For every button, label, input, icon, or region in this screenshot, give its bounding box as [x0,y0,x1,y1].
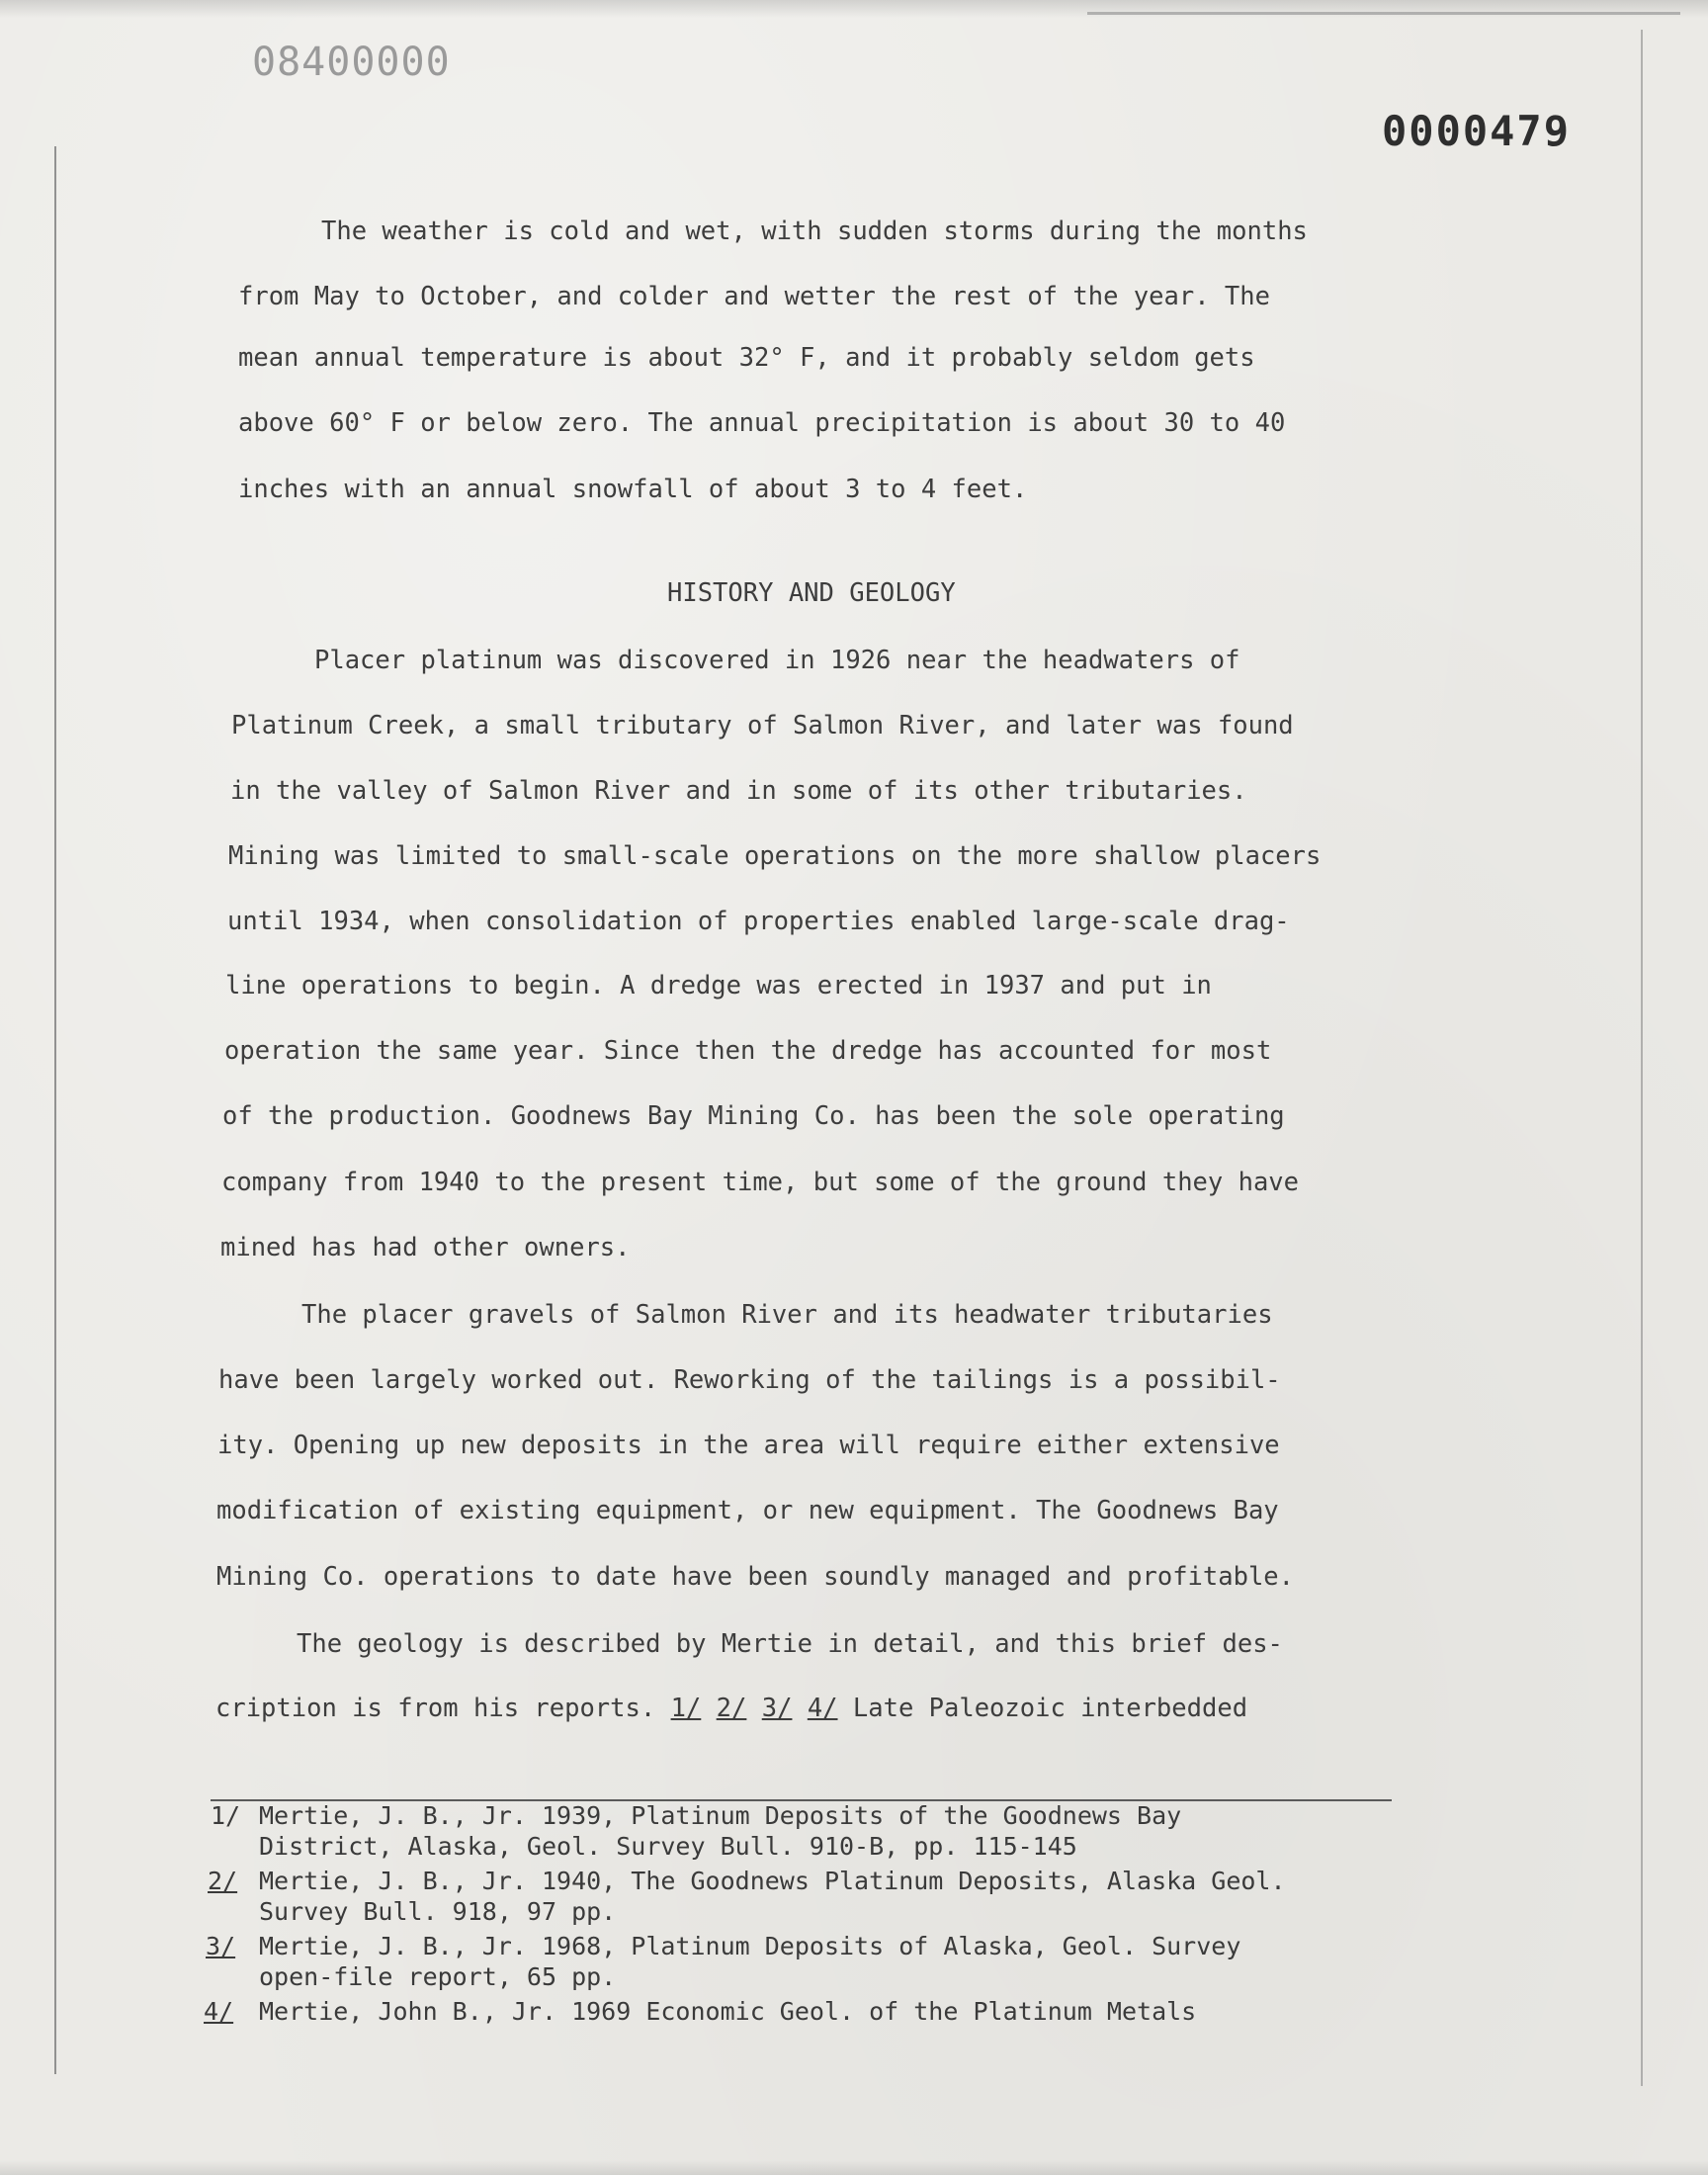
paragraph-2-line: company from 1940 to the present time, but some of the ground they have [221,1168,1300,1197]
footnote-line: Mertie, J. B., Jr. 1968, Platinum Deposits of Alaska, Geol. Survey [259,1932,1241,1960]
footnote-line: Mertie, John B., Jr. 1969 Economic Geol. of the Platinum Metals [259,1997,1197,2026]
scan-left-border [54,146,56,2074]
paragraph-1-line: The weather is cold and wet, with sudden storms during the months [321,217,1308,246]
paragraph-4-line: The geology is described by Mertie in detail, and this brief des- [297,1629,1283,1659]
paragraph-2-line: of the production. Goodnews Bay Mining Co. has been the sole operating [222,1101,1285,1131]
footnote-line: open-file report, 65 pp. [259,1962,617,1991]
scan-right-border [1641,30,1643,2086]
paragraph-2-line: operation the same year. Since then the dredge has accounted for most [224,1036,1272,1066]
paragraph-2-line: in the valley of Salmon River and in some of its other tributaries. [230,776,1247,806]
paragraph-2-line: line operations to begin. A dredge was erected in 1937 and put in [225,971,1212,1000]
paragraph-3-line: Mining Co. operations to date have been soundly managed and profitable. [216,1562,1295,1592]
footnote-line: Survey Bull. 918, 97 pp. [259,1897,617,1926]
footnote-marker: 2/ [208,1867,238,1895]
stamp-top-number: 08400000 [252,40,451,85]
paragraph-1-line: from May to October, and colder and wetter the rest of the year. The [238,282,1270,311]
paragraph-2-line: Platinum Creek, a small tributary of Salmon River, and later was found [231,711,1294,740]
footnote-ref: 4/ [807,1694,838,1723]
scan-top-rule [1087,12,1680,15]
footnote-ref: 1/ [670,1694,702,1723]
paragraph-2-line: mined has had other owners. [220,1233,631,1262]
paragraph-3-line: The placer gravels of Salmon River and its headwater tributaries [301,1300,1273,1330]
paragraph-2-line: Placer platinum was discovered in 1926 near the headwaters of [314,646,1240,675]
footnote-marker: 4/ [204,1997,234,2026]
paragraph-4-suffix: Late Paleozoic interbedded [852,1694,1248,1723]
paragraph-3-line: ity. Opening up new deposits in the area will require either extensive [217,1431,1280,1460]
footnote-line: Mertie, J. B., Jr. 1940, The Goodnews Platinum Deposits, Alaska Geol. [259,1867,1286,1895]
paragraph-4-prefix: cription is from his reports. [215,1694,656,1723]
document-number: 0000479 [1382,107,1572,155]
scan-bottom-edge [0,2160,1708,2175]
paragraph-1-line: mean annual temperature is about 32° F, and it probably seldom gets [238,343,1255,373]
footnote-ref: 2/ [716,1694,747,1723]
footnote-line: Mertie, J. B., Jr. 1939, Platinum Deposits of the Goodnews Bay [259,1801,1182,1830]
paragraph-3-line: have been largely worked out. Reworking of the tailings is a possibil- [218,1365,1281,1395]
paragraph-4-line [215,1696,1247,1722]
section-heading: HISTORY AND GEOLOGY [667,578,956,608]
paragraph-1-line: above 60° F or below zero. The annual precipitation is about 30 to 40 [238,408,1286,438]
footnote-marker: 3/ [206,1932,236,1960]
footnote-marker: 1/ [211,1801,241,1830]
scan-top-edge [0,0,1708,18]
paragraph-2-line: Mining was limited to small-scale operations on the more shallow placers [228,841,1322,871]
paragraph-1-line: inches with an annual snowfall of about 3 to 4 feet. [238,475,1028,504]
paragraph-3-line: modification of existing equipment, or new equipment. The Goodnews Bay [216,1496,1279,1525]
footnote-line: District, Alaska, Geol. Survey Bull. 910-B, pp. 115-145 [259,1832,1077,1861]
footnote-ref: 3/ [761,1694,793,1723]
paragraph-2-line: until 1934, when consolidation of properties enabled large-scale drag- [227,907,1290,936]
